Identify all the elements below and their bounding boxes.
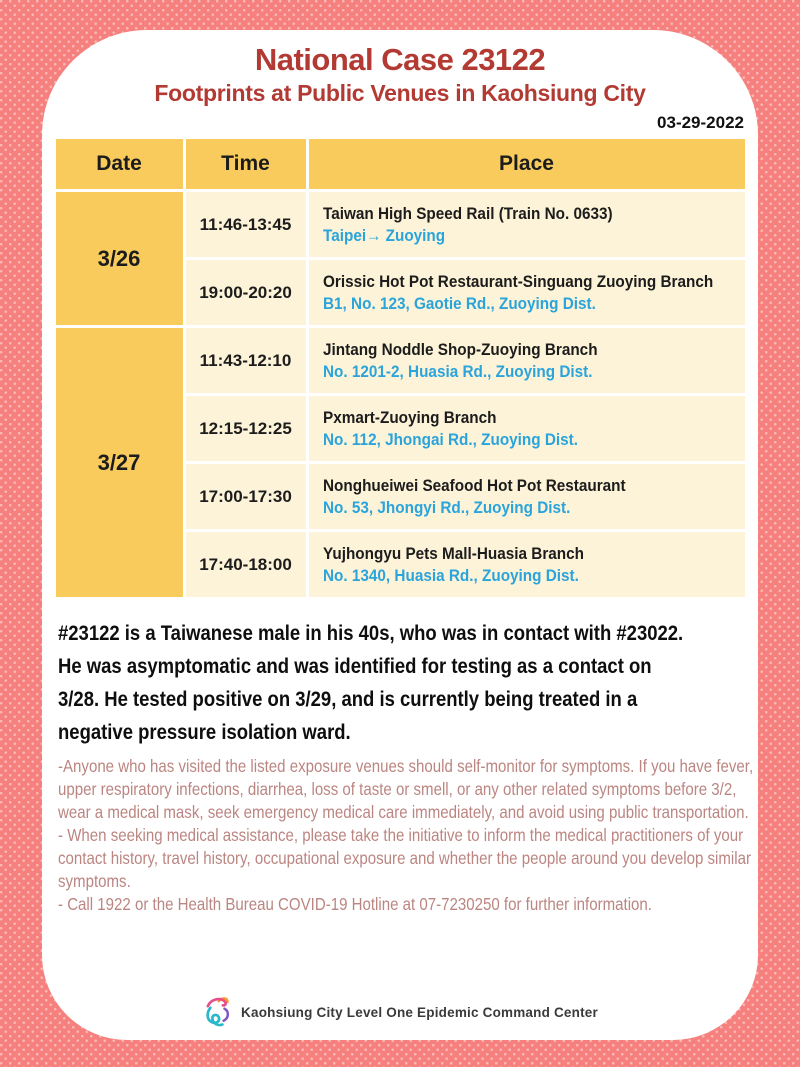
- table-cell-place: [309, 192, 745, 257]
- place-address: No. 1340, Huasia Rd., Zuoying Dist.: [322, 565, 579, 585]
- place-name: Pxmart-Zuoying Branch: [322, 407, 496, 427]
- column-header-place: Place: [309, 139, 745, 189]
- advisory-note: -Anyone who has visited the listed exposure venues should self-monitor for symptoms. If you have fever, upper respiratory infections, diarrhea, loss of taste or smell, or any other related symptoms before 3/2, wear a medical mask, seek emergency medical care immediately, and avoid using public transportation.: [58, 756, 754, 822]
- footprints-table: [56, 139, 745, 597]
- table-cell-time: 19:00-20:20: [186, 260, 306, 325]
- place-name: Yujhongyu Pets Mall-Huasia Branch: [322, 543, 584, 563]
- place-name: Orissic Hot Pot Restaurant-Singuang Zuoying Branch: [322, 271, 713, 291]
- footer-org-name: Kaohsiung City Level One Epidemic Command Center: [241, 1004, 598, 1020]
- place-address: B1, No. 123, Gaotie Rd., Zuoying Dist.: [322, 293, 596, 313]
- summary-line: He was asymptomatic and was identified for testing as a contact on: [58, 655, 652, 678]
- advisory-note: - When seeking medical assistance, please take the initiative to inform the medical practitioners of your contact history, travel history, occupational exposure and whether the people around you develop similar symptoms.: [58, 825, 751, 891]
- infographic-card: [42, 30, 758, 1040]
- column-header-time: Time: [186, 139, 306, 189]
- table-cell-time: 17:00-17:30: [186, 464, 306, 529]
- table-cell-time: 17:40-18:00: [186, 532, 306, 597]
- page-subtitle: Footprints at Public Venues in Kaohsiung City: [154, 80, 646, 106]
- table-cell-time: 11:46-13:45: [186, 192, 306, 257]
- case-summary: [58, 617, 753, 749]
- footer: [42, 994, 758, 1030]
- table-cell-time: 12:15-12:25: [186, 396, 306, 461]
- place-name: Jintang Noddle Shop-Zuoying Branch: [322, 339, 598, 359]
- table-cell-place: [309, 532, 745, 597]
- summary-line: 3/28. He tested positive on 3/29, and is currently being treated in a: [58, 688, 638, 711]
- table-cell-place: [309, 396, 745, 461]
- summary-line: negative pressure isolation ward.: [58, 721, 351, 744]
- kaohsiung-city-logo-icon: [202, 994, 232, 1030]
- place-address: Taipei→ Zuoying: [322, 225, 445, 245]
- advisory-notes: [58, 755, 756, 916]
- advisory-note: - Call 1922 or the Health Bureau COVID-19 Hotline at 07-7230250 for further information.: [58, 894, 652, 914]
- place-address: No. 112, Jhongai Rd., Zuoying Dist.: [322, 429, 578, 449]
- table-cell-time: 11:43-12:10: [186, 328, 306, 393]
- table-cell-place: [309, 328, 745, 393]
- page-title: National Case 23122: [254, 42, 546, 77]
- column-header-date: Date: [56, 139, 183, 189]
- date-group-326: 3/26: [56, 192, 183, 325]
- summary-line: #23122 is a Taiwanese male in his 40s, who was in contact with #23022.: [58, 622, 684, 645]
- table-cell-place: [309, 260, 745, 325]
- table-cell-place: [309, 464, 745, 529]
- place-address: No. 1201-2, Huasia Rd., Zuoying Dist.: [322, 361, 593, 381]
- publish-date: 03-29-2022: [657, 113, 744, 132]
- place-name: Taiwan High Speed Rail (Train No. 0633): [322, 203, 613, 223]
- place-name: Nonghueiwei Seafood Hot Pot Restaurant: [322, 475, 626, 495]
- date-group-327: 3/27: [56, 328, 183, 597]
- place-address: No. 53, Jhongyi Rd., Zuoying Dist.: [322, 497, 570, 517]
